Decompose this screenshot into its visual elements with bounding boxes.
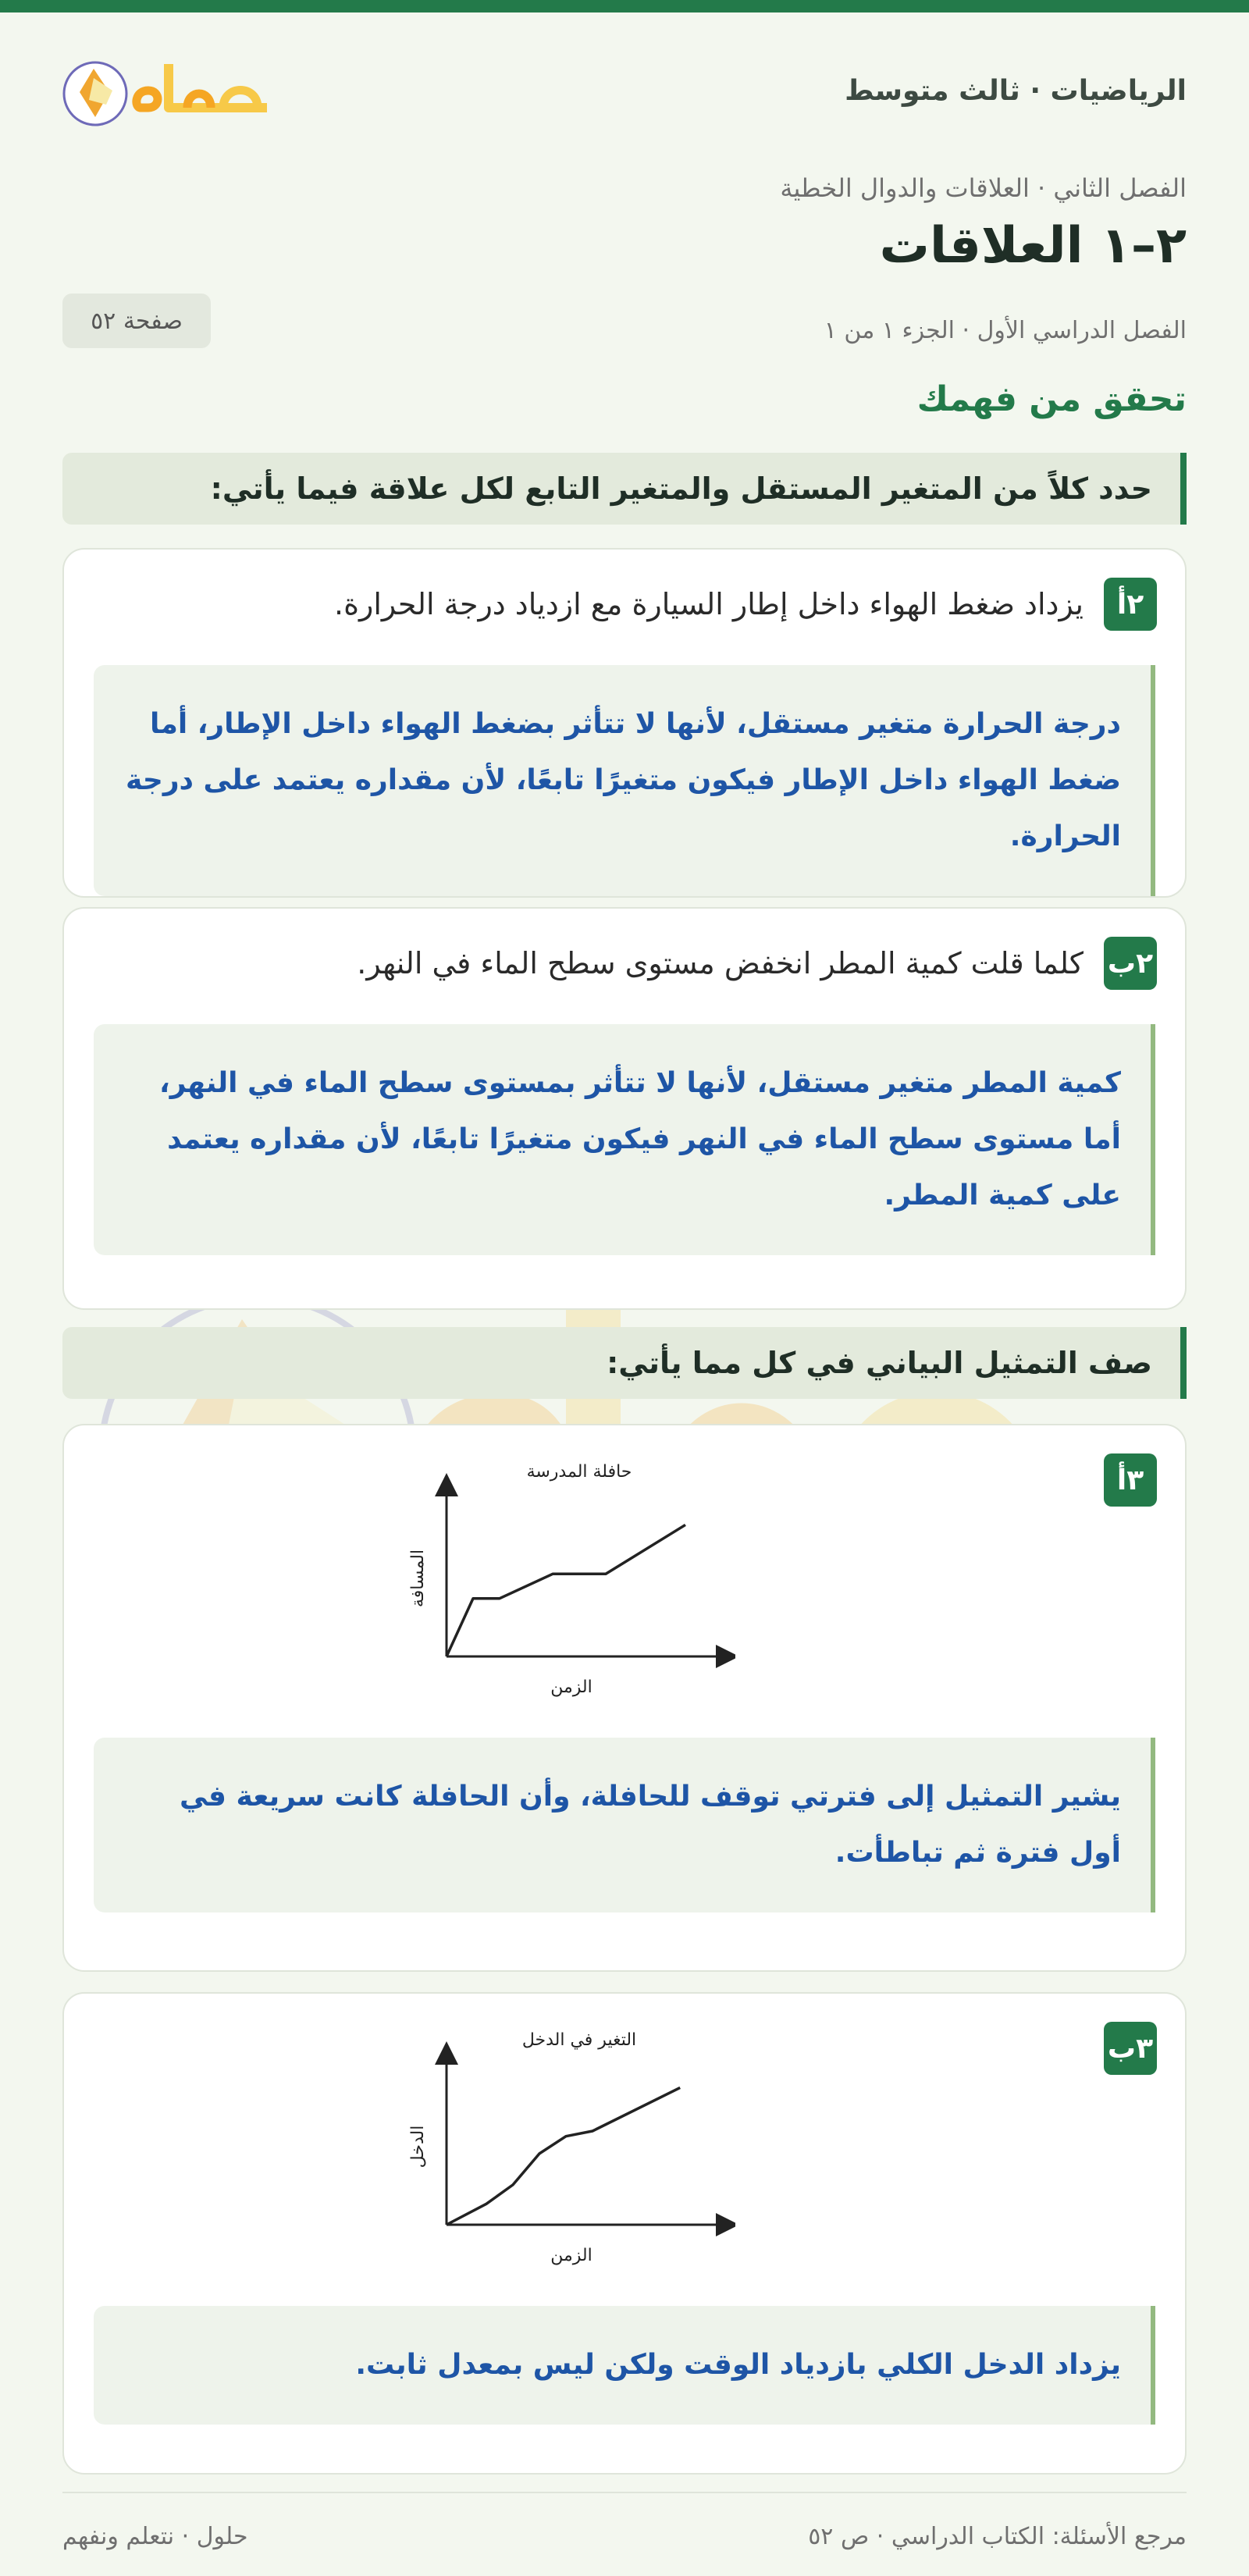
- instruction-banner-2: صف التمثيل البياني في كل مما يأتي:: [62, 1327, 1187, 1399]
- chart-3a: [392, 1460, 735, 1702]
- footer-divider: [62, 2492, 1187, 2493]
- question-card-3b: [62, 1992, 1187, 2475]
- chart-3b-container: [392, 2028, 735, 2273]
- chart-3a-container: [392, 1460, 735, 1705]
- section-heading: تحقق من فهمك: [916, 379, 1187, 419]
- question-number-badge: ٣أ: [1104, 1453, 1157, 1507]
- question-number-badge: ٢ب: [1104, 937, 1157, 990]
- answer-box: يزداد الدخل الكلي بازدياد الوقت ولكن ليس بمعدل ثابت.: [94, 2306, 1155, 2425]
- footer-brand: حلول · نتعلم ونفهم: [62, 2523, 248, 2550]
- hulul-logo[interactable]: [62, 53, 297, 131]
- x-axis-label: الزمن: [550, 2246, 592, 2265]
- chart-3b: [392, 2028, 735, 2270]
- question-card-3a: [62, 1424, 1187, 1972]
- series-line: [447, 1525, 685, 1656]
- question-text: يزداد ضغط الهواء داخل إطار السيارة مع ازدياد درجة الحرارة.: [333, 587, 1084, 621]
- answer-box: يشير التمثيل إلى فترتي توقف للحافلة، وأن الحافلة كانت سريعة في أول فترة ثم تباطأت.: [94, 1738, 1155, 1912]
- term-info: الفصل الدراسي الأول · الجزء ١ من ١: [824, 317, 1187, 344]
- answer-box: درجة الحرارة متغير مستقل، لأنها لا تتأثر بضغط الهواء داخل الإطار، أما ضغط الهواء داخل الإطار فيكون متغيرًا تابعًا، لأن مقداره يعتمد على درجة الحرارة.: [94, 665, 1155, 896]
- subject-title: الرياضيات · ثالث متوسط: [845, 75, 1187, 107]
- page-header: [62, 12, 1187, 169]
- question-number-badge: ٣ب: [1104, 2022, 1157, 2075]
- footer-reference: مرجع الأسئلة: الكتاب الدراسي · ص ٥٢: [808, 2523, 1187, 2550]
- chart-title: حافلة المدرسة: [526, 1462, 632, 1482]
- chart-title: التغير في الدخل: [521, 2030, 637, 2050]
- chapter-title: الفصل الثاني · العلاقات والدوال الخطية: [780, 173, 1187, 203]
- y-axis-label: الدخل: [408, 2125, 428, 2169]
- question-text: كلما قلت كمية المطر انخفض مستوى سطح الماء في النهر.: [357, 946, 1084, 980]
- question-card-2b: [62, 907, 1187, 1310]
- question-card-2a: [62, 548, 1187, 898]
- y-axis-label: المسافة: [408, 1549, 428, 1608]
- question-number-badge: ٢أ: [1104, 578, 1157, 631]
- top-accent-bar: [0, 0, 1249, 12]
- lesson-title: ٢–١ العلاقات: [879, 217, 1187, 275]
- page-number-badge: صفحة ٥٢: [62, 294, 211, 348]
- answer-box: كمية المطر متغير مستقل، لأنها لا تتأثر بمستوى سطح الماء في النهر، أما مستوى سطح الماء في النهر فيكون متغيرًا تابعًا، لأن مقداره يعتمد على كمية المطر.: [94, 1024, 1155, 1255]
- instruction-banner-1: حدد كلاً من المتغير المستقل والمتغير التابع لكل علاقة فيما يأتي:: [62, 453, 1187, 525]
- series-line: [447, 2087, 680, 2225]
- x-axis-label: الزمن: [550, 1678, 592, 1697]
